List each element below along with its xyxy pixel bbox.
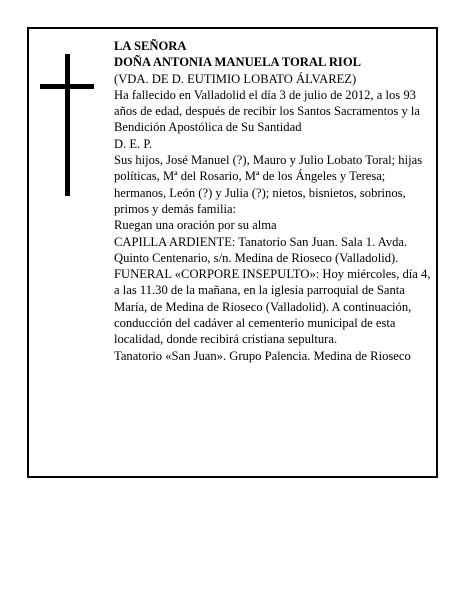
cross-vertical-bar: [65, 54, 70, 196]
rip-text: D. E. P.: [114, 136, 153, 151]
funeral-info: FUNERAL «CORPORE INSEPULTO»: Hoy miércoles, día 4, a las 11.30 de la mañana, en la iglesia parroquial de Santa María, de Medina de Rioseco (Valladolid). A continuación, conducción del cadáver al cementerio municipal de esta localidad, donde recibirá cristiana sepultura.: [114, 267, 431, 347]
death-announcement: Ha fallecido en Valladolid el día 3 de julio de 2012, a los 93 años de edad, después de recibir los Santos Sacramentos y la Bendición Apostólica de Su Santidad: [114, 87, 421, 135]
chapel-info: CAPILLA ARDIENTE: Tanatorio San Juan. Sala 1. Avda. Quinto Centenario, s/n. Medina de Rioseco (Valladolid).: [114, 234, 408, 265]
deceased-name: DOÑA ANTONIA MANUELA TORAL RIOL: [114, 55, 362, 70]
widow-of: (VDA. DE D. EUTIMIO LOBATO ÁLVAREZ): [114, 71, 357, 86]
family-list: Sus hijos, José Manuel (?), Mauro y Julio Lobato Toral; hijas políticas, Mª del Rosario, Mª de los Ángeles y Teresa; hermanos, León (?) y Julia (?); nietos, bisnietos, sobrinos, primos y demás familia:: [114, 153, 423, 216]
prayer-request: Ruegan una oración por su alma: [114, 218, 277, 233]
funeral-home: Tanatorio «San Juan». Grupo Palencia. Medina de Rioseco: [114, 348, 411, 363]
obituary-text: [114, 38, 434, 364]
title-line-1: LA SEÑORA: [114, 39, 187, 53]
cross-horizontal-bar: [40, 84, 94, 89]
